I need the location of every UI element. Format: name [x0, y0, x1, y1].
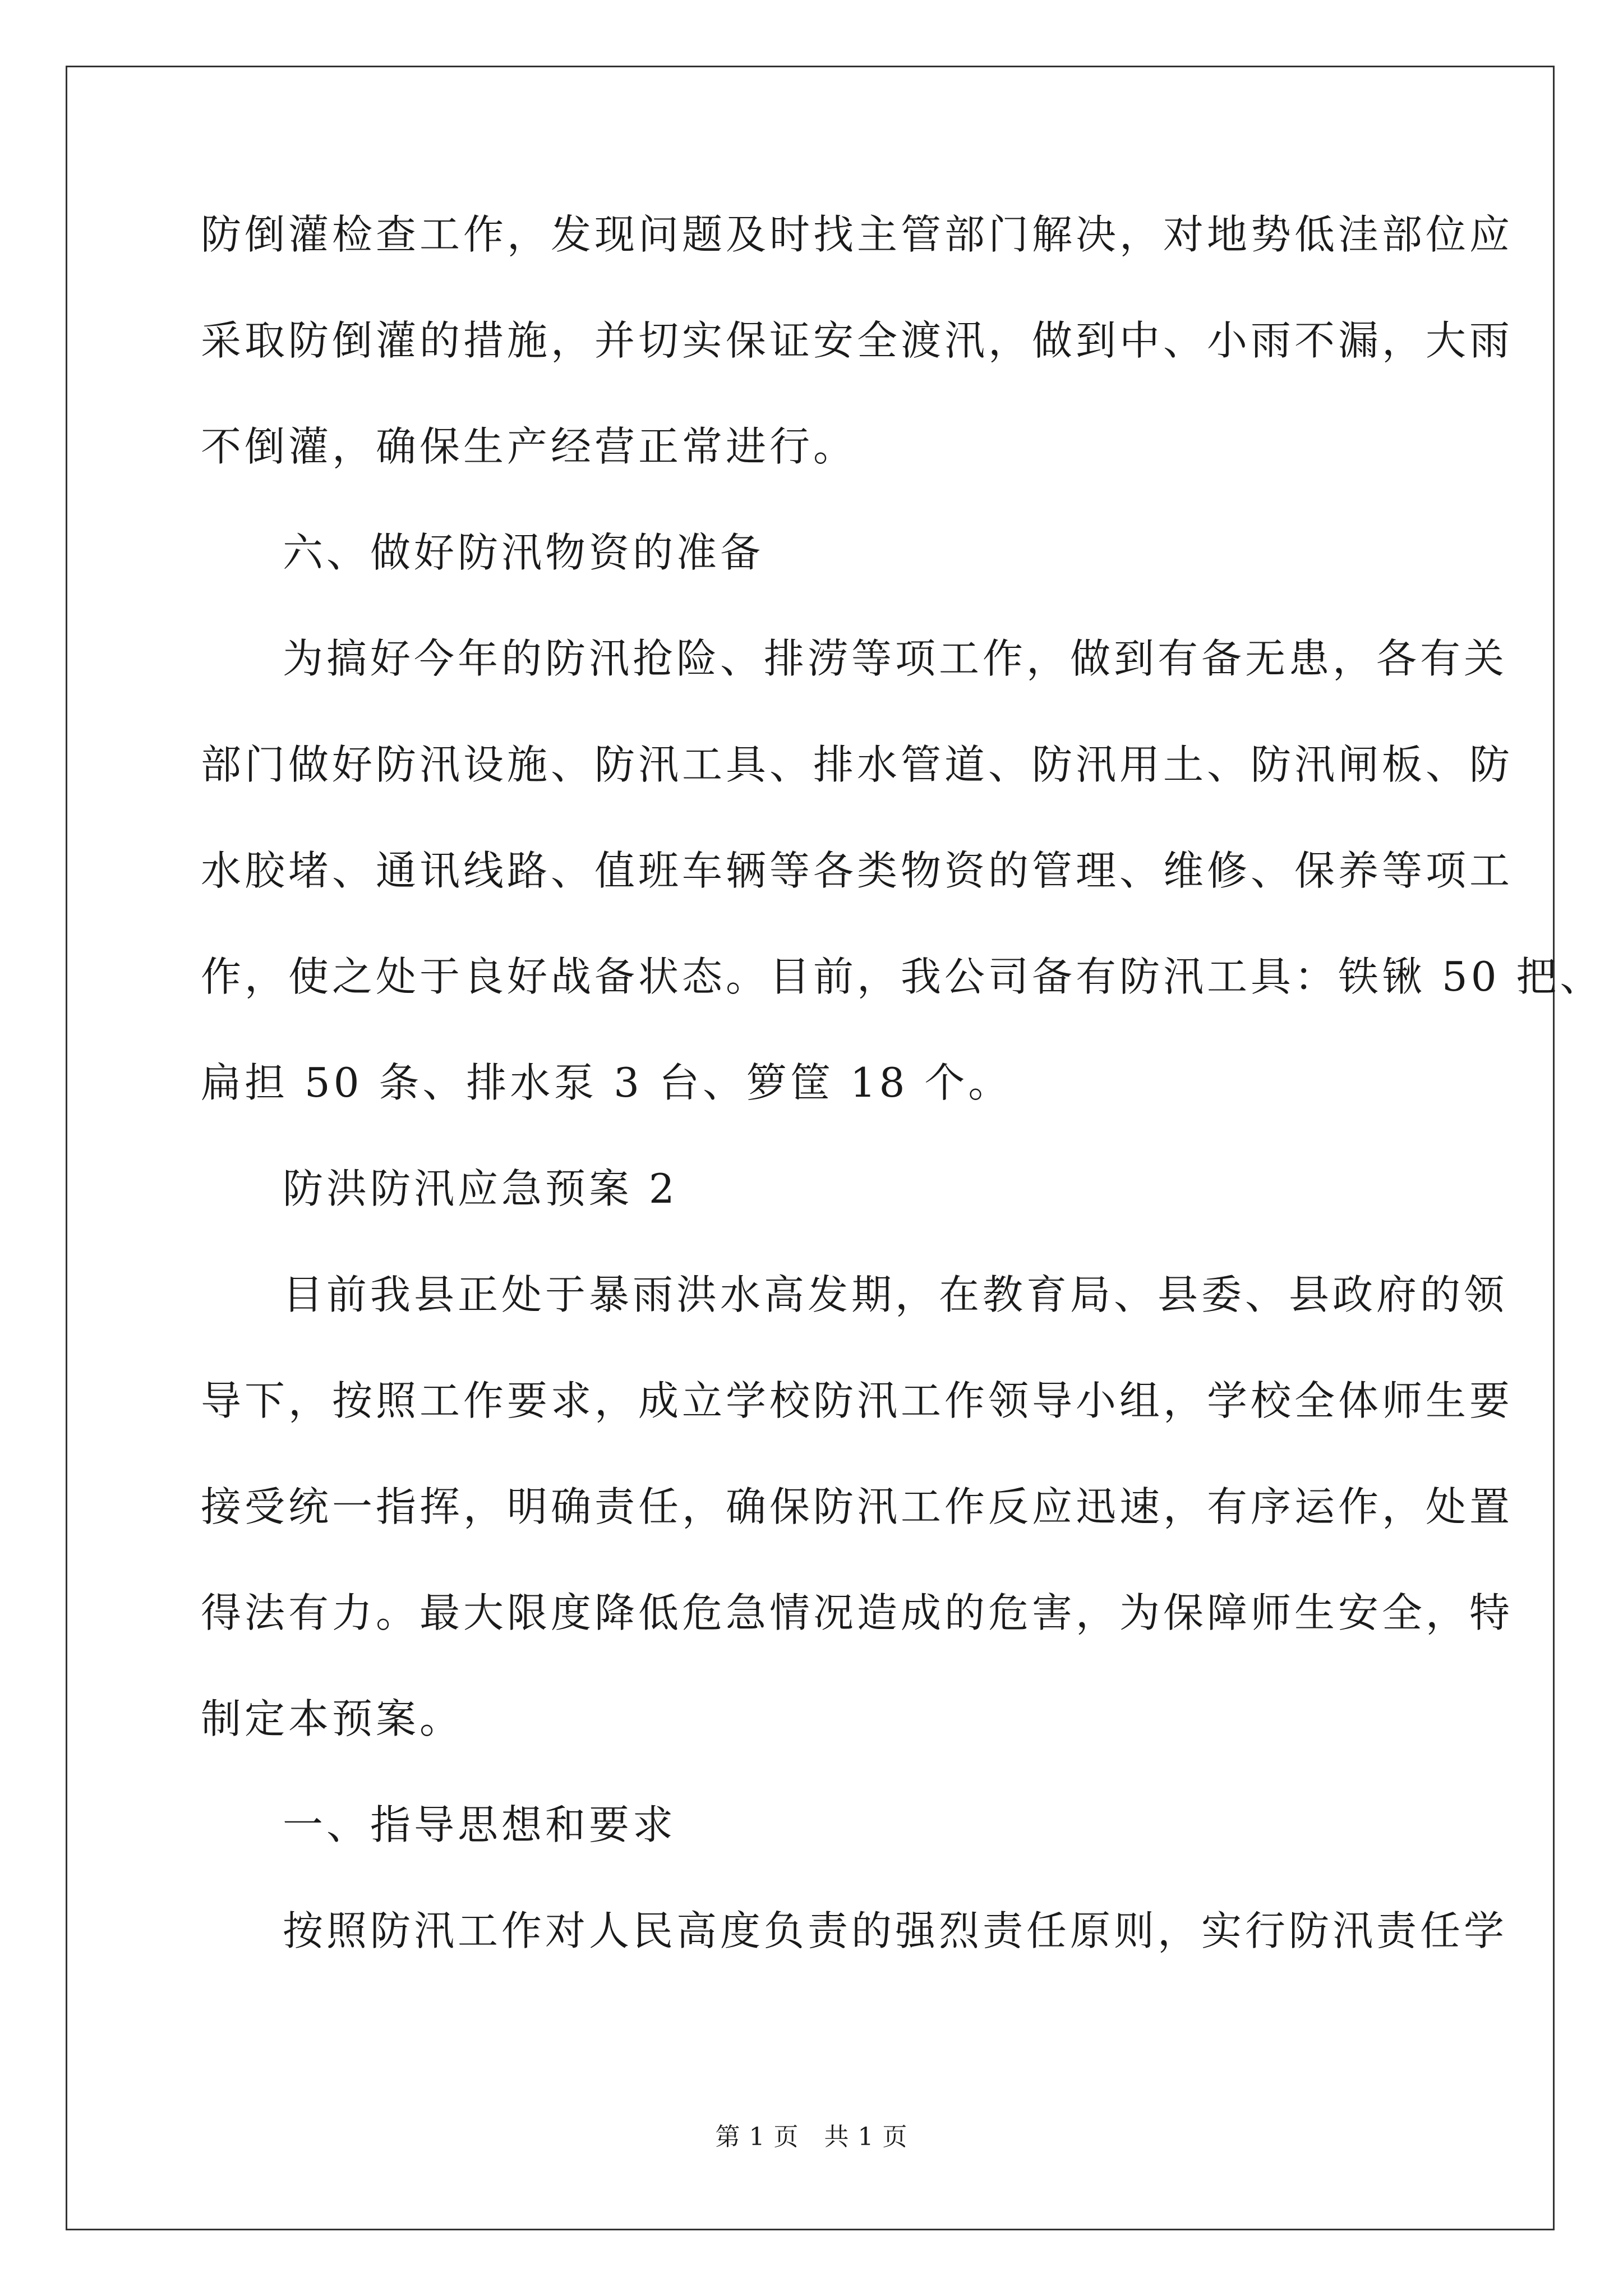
plan-title: 防洪防汛应急预案 2	[283, 1165, 678, 1212]
text-line-6: 部门做好防汛设施、防汛工具、排水管道、防汛用土、防汛闸板、防	[201, 741, 1514, 788]
text-line-14: 得法有力。最大限度降低危急情况造成的危害，为保障师生安全，特	[201, 1589, 1514, 1636]
text-line-13: 接受统一指挥，明确责任，确保防汛工作反应迅速，有序运作，处置	[201, 1483, 1514, 1530]
text-line-8: 作，使之处于良好战备状态。目前，我公司备有防汛工具：铁锹 50 把、	[201, 953, 1604, 1000]
text-line-15: 制定本预案。	[201, 1695, 464, 1742]
page-footer: 第 1 页 共 1 页	[715, 2123, 908, 2151]
text-line-1: 防倒灌检查工作，发现问题及时找主管部门解决，对地势低洼部位应	[201, 211, 1514, 258]
text-line-3: 不倒灌，确保生产经营正常进行。	[201, 423, 857, 470]
text-line-9: 扁担 50 条、排水泵 3 台、箩筐 18 个。	[201, 1059, 1012, 1106]
text-line-5: 为搞好今年的防汛抢险、排涝等项工作，做到有备无患，各有关	[283, 635, 1508, 682]
text-line-12: 导下，按照工作要求，成立学校防汛工作领导小组，学校全体师生要	[201, 1377, 1514, 1424]
section-heading-6: 六、做好防汛物资的准备	[283, 529, 764, 576]
text-line-2: 采取防倒灌的措施，并切实保证安全渡汛，做到中、小雨不漏，大雨	[201, 317, 1514, 364]
text-line-7: 水胶堵、通讯线路、值班车辆等各类物资的管理、维修、保养等项工	[201, 847, 1514, 894]
text-line-11: 目前我县正处于暴雨洪水高发期，在教育局、县委、县政府的领	[283, 1271, 1508, 1318]
section-heading-1: 一、指导思想和要求	[283, 1801, 677, 1848]
text-line-17: 按照防汛工作对人民高度负责的强烈责任原则，实行防汛责任学	[283, 1907, 1508, 1954]
